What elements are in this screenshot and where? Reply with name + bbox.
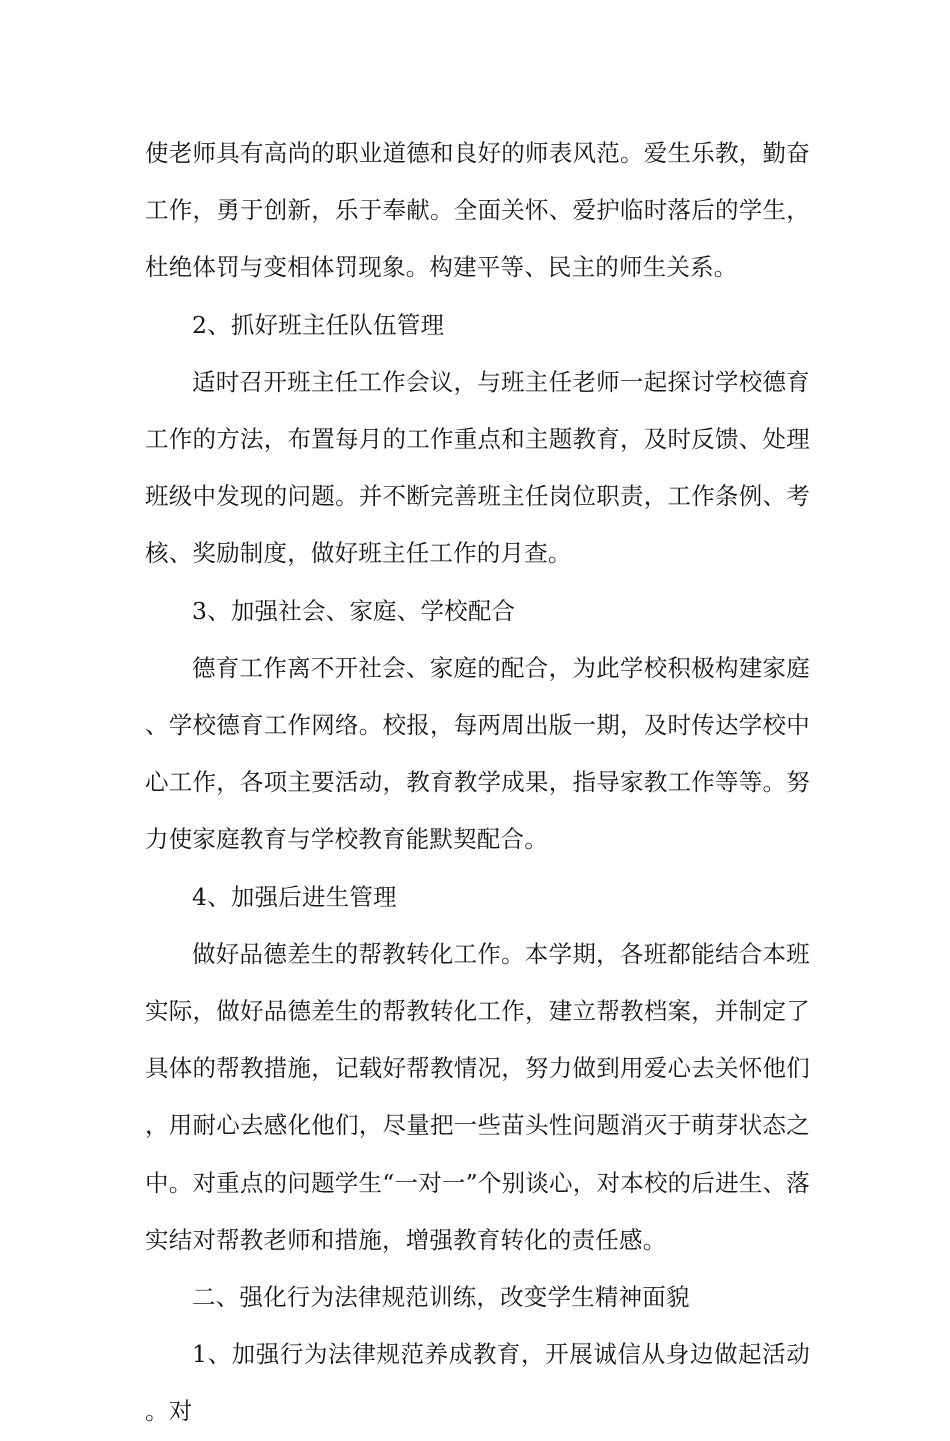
document-body — [145, 125, 810, 1441]
paragraph-integrity-education: 1、加强行为法律规范养成教育，开展诚信从身边做起活动。对 — [145, 1340, 810, 1426]
paragraph-class-teacher-meetings: 适时召开班主任工作会议，与班主任老师一起探讨学校德育工作的方法，布置每月的工作重点和主题教育，及时反馈、处理班级中发现的问题。并不断完善班主任岗位职责，工作条例、考核、奖励制度，做好班主任工作的月查。 — [145, 367, 810, 568]
heading-underachiever-management: 4、加强后进生管理 — [192, 882, 397, 911]
heading-behavior-norms-training: 二、强化行为法律规范训练，改变学生精神面貌 — [192, 1283, 690, 1312]
paragraph-teacher-ethics: 使老师具有高尚的职业道德和良好的师表风范。爱生乐教，勤奋工作，勇于创新，乐于奉献。全面关怀、爱护临时落后的学生，杜绝体罚与变相体罚现象。构建平等、民主的师生关系。 — [145, 139, 810, 282]
paragraph-student-guidance: 做好品德差生的帮教转化工作。本学期，各班都能结合本班实际，做好品德差生的帮教转化工作，建立帮教档案，并制定了具体的帮教措施，记载好帮教情况，努力做到用爱心去关怀他们，用耐心去感化他们，尽量把一些苗头性问题消灭于萌芽状态之中。对重点的问题学生“一对一”个别谈心，对本校的后进生、落实结对帮教老师和措施，增强教育转化的责任感。 — [145, 939, 810, 1254]
paragraph-moral-education-network: 德育工作离不开社会、家庭的配合，为此学校积极构建家庭、学校德育工作网络。校报，每两周出版一期，及时传达学校中心工作，各项主要活动，教育教学成果，指导家教工作等等。努力使家庭教育与学校教育能默契配合。 — [145, 653, 810, 854]
heading-class-teacher-management: 2、抓好班主任队伍管理 — [192, 310, 445, 339]
heading-society-family-school: 3、加强社会、家庭、学校配合 — [192, 596, 516, 625]
